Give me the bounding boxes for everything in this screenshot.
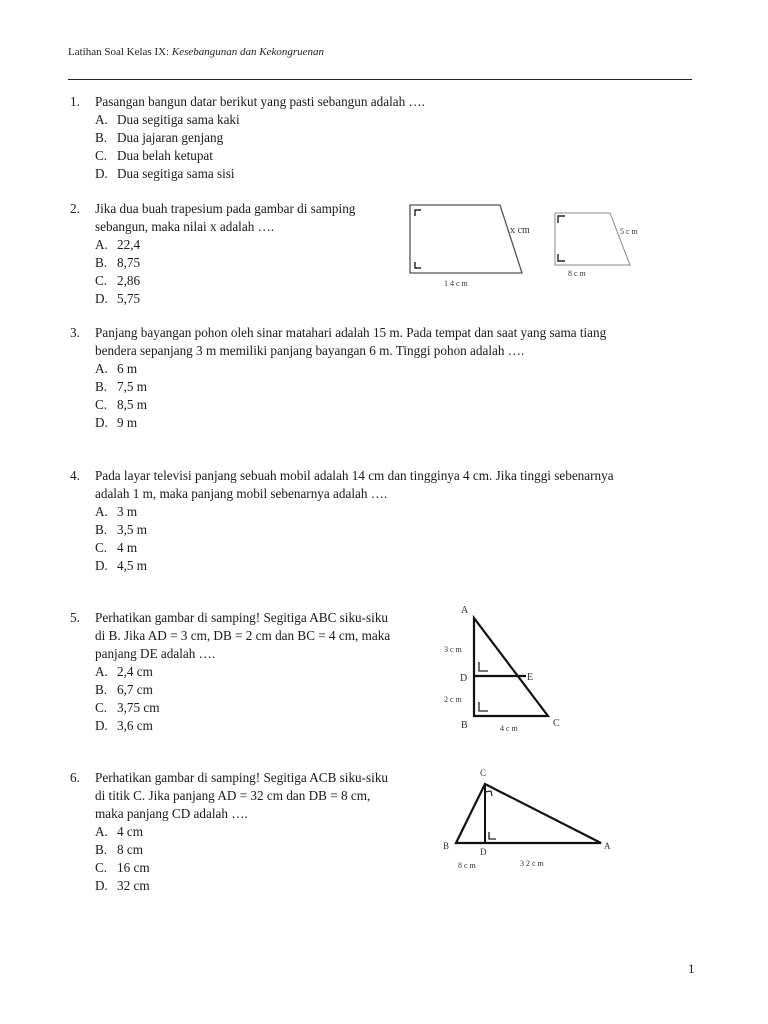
option-d [95,165,425,183]
option-c [95,539,614,557]
option-text: 6,7 cm [117,682,153,697]
option-letter: B. [95,255,108,270]
label-14: 1 4 c m [444,279,468,288]
page-number: 1 [688,961,695,976]
option-letter: C. [95,397,108,412]
option-list [95,111,425,183]
option-letter: D. [95,415,108,430]
question-number: 3. [70,325,80,340]
label-db: 2 c m [444,695,462,704]
large-trapezoid [410,205,522,273]
option-a [95,360,606,378]
question-stem: Perhatikan gambar di samping! Segitiga ABC siku-siku di B. Jika AD = 3 cm, DB = 2 cm dan BC = 4 cm, maka panjang DE adalah …. [95,610,391,661]
option-a [95,236,355,254]
option-text: 9 m [117,415,138,430]
option-b [95,681,390,699]
option-d [95,290,355,308]
question-6 [70,769,388,895]
question-number: 2. [70,201,80,216]
label-bd: 8 c m [458,861,476,870]
option-text: 22,4 [117,237,141,252]
vertex-d: D [480,847,487,857]
question-number: 6. [70,770,80,785]
right-angle-mark [558,216,565,223]
label-ad: 3 c m [444,645,462,654]
label-x: x cm [510,225,530,236]
option-c [95,272,355,290]
option-text: 8,5 m [117,397,148,412]
option-text: 5,75 [117,291,141,306]
option-letter: A. [95,237,108,252]
triangle-abc-diagram [438,600,578,740]
option-text: 7,5 m [117,379,148,394]
option-letter: B. [95,682,108,697]
triangle-abc [474,618,548,716]
vertex-a: A [461,605,469,616]
option-text: 4,5 m [117,558,148,573]
option-c [95,699,390,717]
option-text: 3,75 cm [117,700,160,715]
question-stem: Perhatikan gambar di samping! Segitiga ACB siku-siku di titik C. Jika panjang AD = 32 cm dan DB = 8 cm, maka panjang CD adalah …. [95,770,389,821]
option-a [95,111,425,129]
option-letter: D. [95,558,108,573]
option-b [95,841,388,859]
option-b [95,129,425,147]
option-text: 16 cm [117,860,150,875]
option-text: 2,4 cm [117,664,153,679]
option-text: 4 m [117,540,138,555]
question-number: 5. [70,610,80,625]
option-text: 2,86 [117,273,141,288]
option-text: 8,75 [117,255,141,270]
small-trapezoid [555,213,630,265]
option-text: 4 cm [117,824,144,839]
right-angle-mark [485,791,492,796]
option-list [95,503,614,575]
triangle-acb-figure [438,762,618,882]
option-letter: B. [95,130,108,145]
question-stem: Pada layar televisi panjang sebuah mobil adalah 14 cm dan tingginya 4 cm. Jika tinggi sebenarnya adalah 1 m, maka panjang mobil sebenarnya adalah …. [95,468,614,501]
option-a [95,823,388,841]
right-angle-mark [479,662,488,671]
right-angle-mark [415,210,421,216]
label-8: 8 c m [568,269,586,278]
option-c [95,859,388,877]
option-text: 3 m [117,504,138,519]
option-letter: A. [95,824,108,839]
option-text: Dua segitiga sama sisi [117,166,235,181]
option-text: 8 cm [117,842,144,857]
header-subject: Kesebangunan dan Kekongruenan [171,46,325,58]
option-letter: B. [95,379,108,394]
question-2 [70,200,355,308]
question-4 [70,467,614,575]
option-d [95,717,390,735]
trapezoid-figure [400,195,680,300]
option-text: Dua jajaran genjang [117,130,224,145]
option-text: 32 cm [117,878,150,893]
vertex-e: E [527,672,534,683]
question-5 [70,609,390,735]
question-stem: Jika dua buah trapesium pada gambar di samping sebangun, maka nilai x adalah …. [95,201,356,234]
label-da: 3 2 c m [520,859,544,868]
option-letter: A. [95,504,108,519]
option-text: 3,6 cm [117,718,153,733]
vertex-d: D [460,673,468,684]
label-bc: 4 c m [500,724,518,733]
right-angle-mark [489,832,496,839]
option-letter: A. [95,112,108,127]
question-stem: Pasangan bangun datar berikut yang pasti sebangun adalah …. [95,94,425,109]
option-d [95,414,606,432]
page-header [68,46,324,58]
option-list [95,236,355,308]
option-letter: B. [95,842,108,857]
option-letter: D. [95,166,108,181]
option-d [95,877,388,895]
option-c [95,396,606,414]
header-prefix: Latihan Soal Kelas IX: [68,46,172,58]
option-list [95,823,388,895]
option-text: Dua belah ketupat [117,148,213,163]
option-a [95,663,390,681]
question-number: 1. [70,94,80,109]
option-letter: C. [95,700,108,715]
right-angle-mark [415,262,421,268]
option-c [95,147,425,165]
option-letter: C. [95,540,108,555]
vertex-b: B [461,720,468,731]
option-letter: C. [95,148,108,163]
question-number: 4. [70,468,80,483]
question-3 [70,324,606,432]
question-1 [70,93,425,183]
option-letter: C. [95,273,108,288]
option-letter: A. [95,361,108,376]
triangle-abc-figure [438,600,578,745]
option-letter: D. [95,878,108,893]
vertex-c: C [480,768,487,778]
option-text: Dua segitiga sama kaki [117,112,240,127]
option-letter: C. [95,860,108,875]
right-angle-mark [479,702,488,711]
option-letter: D. [95,291,108,306]
option-a [95,503,614,521]
option-b [95,254,355,272]
option-b [95,521,614,539]
vertex-a: A [604,841,611,851]
option-text: 6 m [117,361,138,376]
option-letter: B. [95,522,108,537]
option-letter: D. [95,718,108,733]
option-letter: A. [95,664,108,679]
option-b [95,378,606,396]
triangle-acb-diagram [438,762,618,877]
vertex-c: C [553,718,560,729]
question-stem: Panjang bayangan pohon oleh sinar matahari adalah 15 m. Pada tempat dan saat yang sama tiang bendera sepanjang 3 m memiliki panjang bayangan 6 m. Tinggi pohon adalah …. [95,325,607,358]
option-d [95,557,614,575]
header-divider [68,79,692,80]
option-list [95,663,390,735]
triangle-acb [456,784,601,843]
right-angle-mark [558,254,565,261]
option-text: 3,5 m [117,522,148,537]
vertex-b: B [443,841,450,851]
option-list [95,360,606,432]
label-5: 5 c m [620,227,638,236]
trapezoid-diagram [400,195,680,295]
